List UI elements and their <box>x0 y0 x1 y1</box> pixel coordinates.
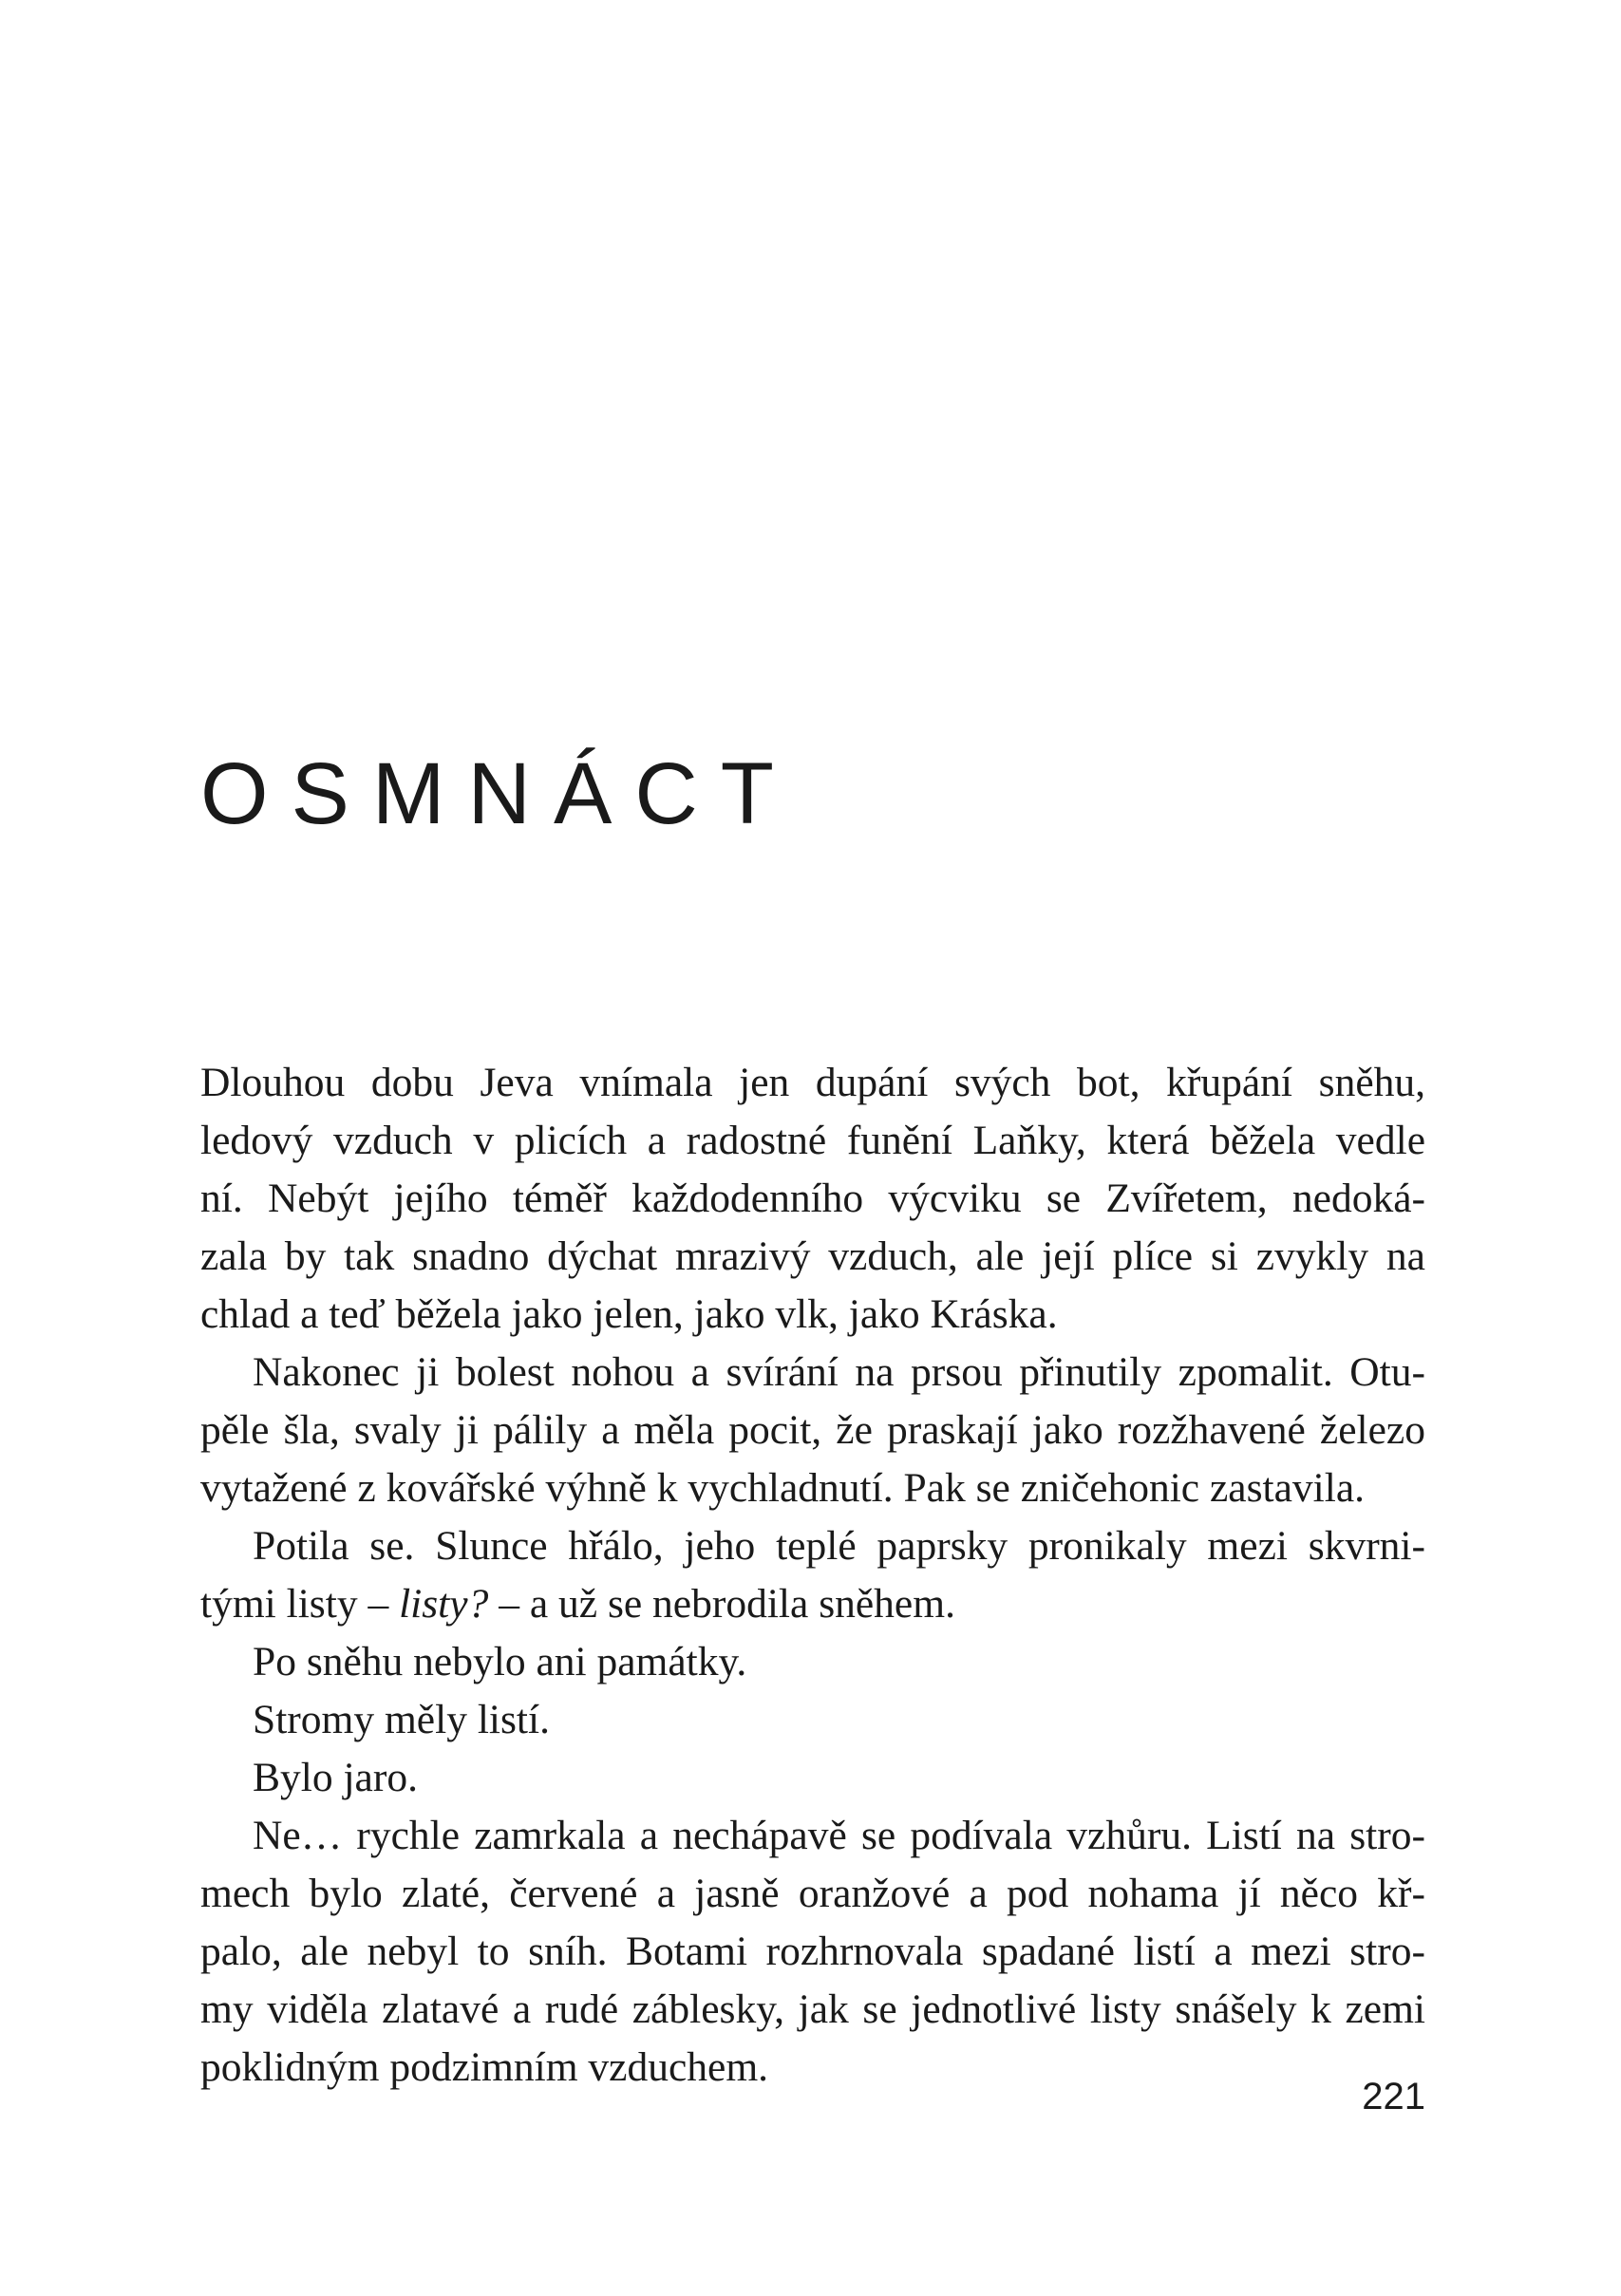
paragraph-3-italic-word: listy? <box>399 1581 489 1627</box>
paragraph-7-line-3: palo, ale nebyl to sníh. Botami rozhrnovala spadané listí a mezi stro- <box>200 1929 1425 1974</box>
page-number: 221 <box>1362 2076 1425 2117</box>
paragraph-4-line-1: Po sněhu nebylo ani památky. <box>253 1639 747 1684</box>
paragraph-7-line-4: my viděla zlatavé a rudé záblesky, jak se jednotlivé listy snášely k zemi <box>200 1986 1425 2032</box>
paragraph-1-line-2: ledový vzduch v plicích a radostné funění Laňky, která běžela vedle <box>200 1118 1425 1163</box>
paragraph-3-line-2-start: tými listy – <box>200 1581 400 1627</box>
paragraph-7-line-1: Ne… rychle zamrkala a nechápavě se podívala vzhůru. Listí na stro- <box>253 1813 1425 1858</box>
paragraph-3-line-1: Potila se. Slunce hřálo, jeho teplé paprsky pronikaly mezi skvrni- <box>253 1523 1425 1569</box>
paragraph-3-line-2 <box>200 1575 1425 1633</box>
paragraph-1-line-1: Dlouhou dobu Jeva vnímala jen dupání svých bot, křupání sněhu, <box>200 1060 1425 1105</box>
paragraph-3-line-2-end: – a už se nebrodila sněhem. <box>488 1581 955 1627</box>
paragraph-2-line-3: vytažené z kovářské výhně k vychladnutí. Pak se zničehonic zastavila. <box>200 1465 1366 1511</box>
paragraph-2-line-1: Nakonec ji bolest nohou a svírání na prsou přinutily zpomalit. Otu- <box>253 1349 1425 1395</box>
paragraph-1-line-4: zala by tak snadno dýchat mrazivý vzduch, ale její plíce si zvykly na <box>200 1233 1425 1279</box>
chapter-body <box>200 1054 1425 2097</box>
paragraph-7-line-2: mech bylo zlaté, červené a jasně oranžové a pod nohama jí něco kř- <box>200 1871 1425 1916</box>
paragraph-1-line-3: ní. Nebýt jejího téměř každodenního výcviku se Zvířetem, nedoká- <box>200 1176 1425 1221</box>
chapter-title: OSMNÁCT <box>200 745 797 842</box>
paragraph-5-line-1: Stromy měly listí. <box>253 1697 550 1742</box>
paragraph-2-line-2: pěle šla, svaly ji pálily a měla pocit, že praskají jako rozžhavené železo <box>200 1407 1425 1453</box>
paragraph-6-line-1: Bylo jaro. <box>253 1755 418 1800</box>
paragraph-1-line-5: chlad a teď běžela jako jelen, jako vlk, jako Kráska. <box>200 1291 1058 1337</box>
paragraph-7-line-5: poklidným podzimním vzduchem. <box>200 2044 769 2090</box>
